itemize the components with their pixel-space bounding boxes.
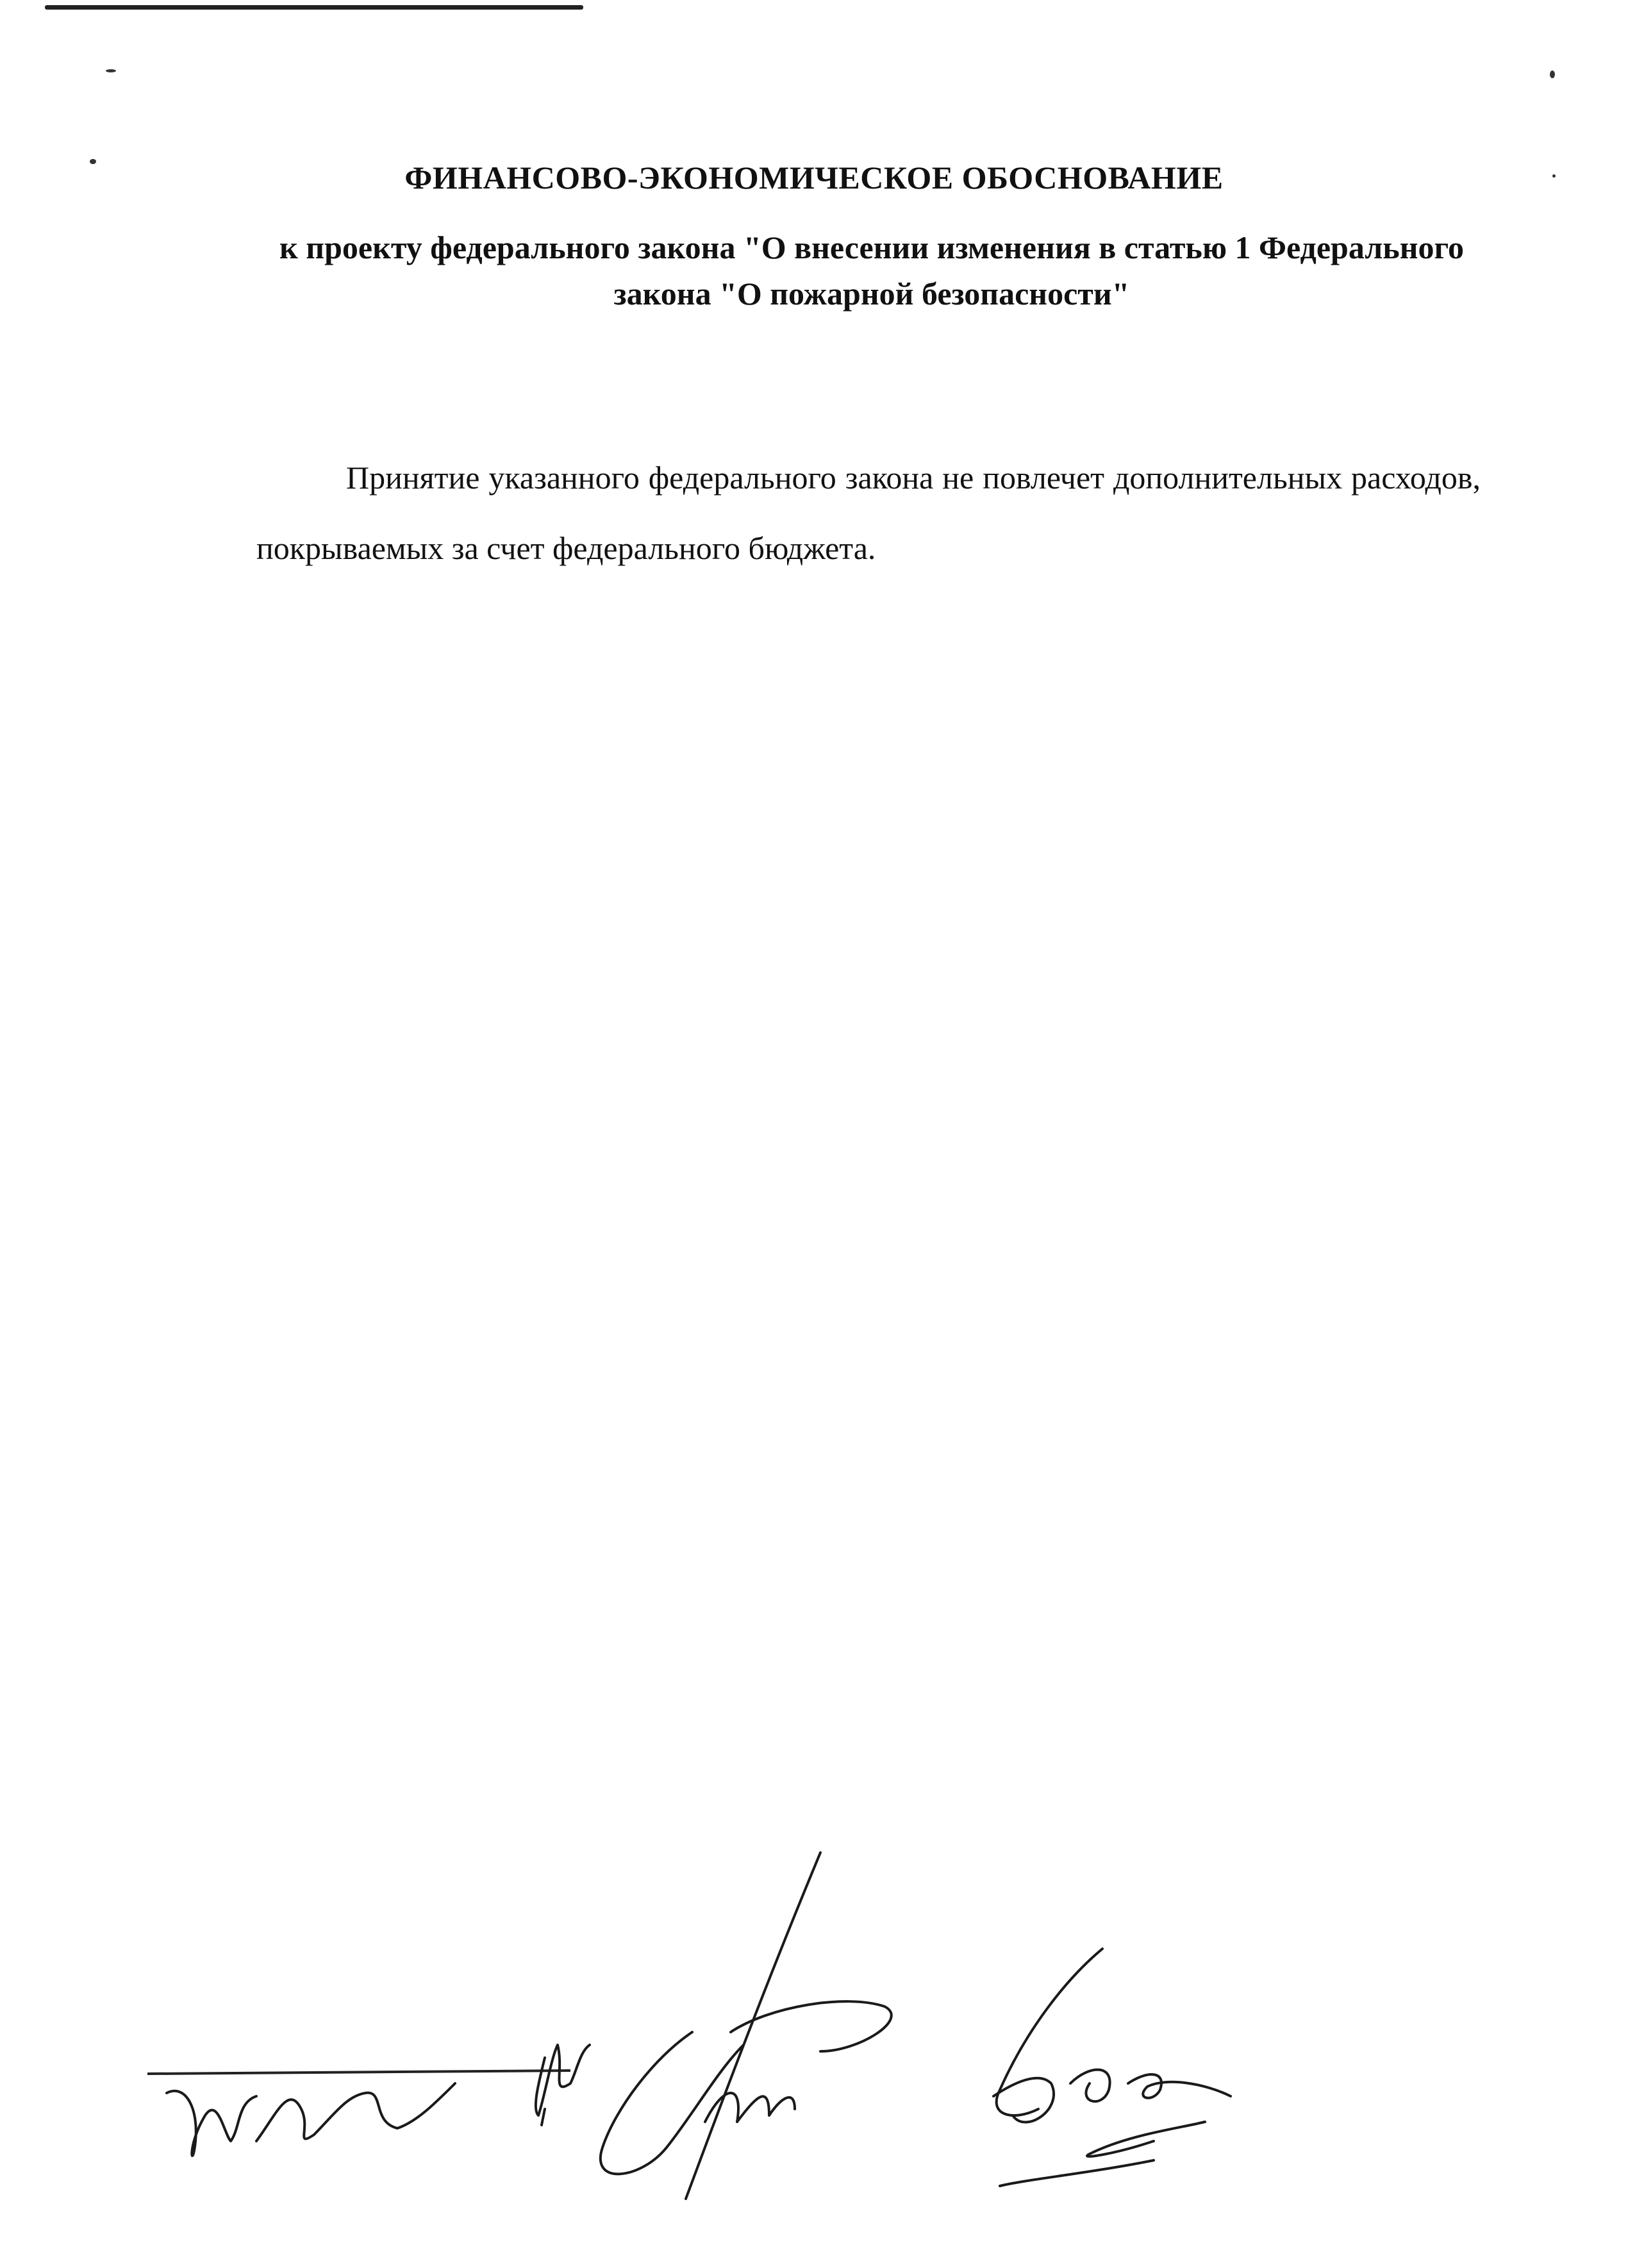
- handwritten-signature-2-icon: [536, 2045, 590, 2125]
- scan-speck: [1550, 71, 1555, 78]
- scan-edge-line: [45, 5, 583, 10]
- signature-underline: [147, 2071, 570, 2074]
- scan-speck: [106, 69, 116, 72]
- handwritten-signature-1-icon: [167, 2083, 455, 2156]
- document-subtitle: к проекту федерального закона "О внесении изменения в статью 1 Федерального закона "О пожарной безопасности": [279, 229, 1465, 312]
- signatures-block: [128, 1840, 1282, 2237]
- handwritten-signature-4-icon: [993, 1949, 1231, 2186]
- document-title: ФИНАНСОВО-ЭКОНОМИЧЕСКОЕ ОБОСНОВАНИЕ: [404, 160, 1224, 196]
- handwritten-signature-3-icon: [601, 1853, 892, 2199]
- document-body-paragraph: Принятие указанного федерального закона не повлечет дополнительных расходов, покрываемых за счет федерального бюджета.: [256, 460, 1481, 566]
